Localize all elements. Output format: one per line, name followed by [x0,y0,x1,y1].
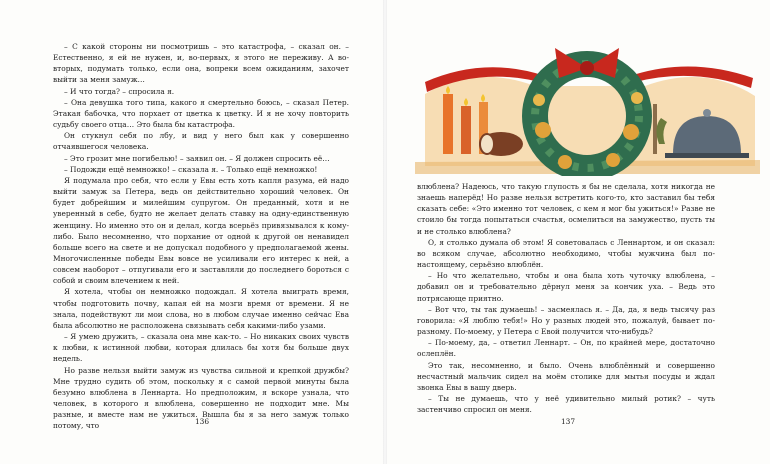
paragraph: влюблена? Надеюсь, что такую глупость я бы не сделала, хотя никогда не знаешь наперёд! Но разве нельзя встретить кого-то, кто заставил бы тебя сказать себе: «Это именно тот человек, с кем я мог бы ужиться!» Разве не стоило бы тогда попытаться счастья, осмелиться на замужество, пусть ты и не столько влюблена? [417,182,715,236]
paragraph: – По-моему, да, – ответил Леннарт. – Он, по крайней мере, достаточно ослеплён. [417,338,715,359]
ornament-icon [631,92,643,104]
paragraph: Но разве нельзя выйти замуж из чувства сильной и крепкой дружбы? Мне трудно судить об этом, поскольку я с самой первой минуты была безумно влюблена в Леннарта. Но предположим, я вскоре узнала, что человек, в которого я влюблена, совершенно не подходит мне. Мы разные, и вместе нам не ужиться. Вышла бы я за него замуж только потому, что [53,365,349,431]
ornament-icon [535,122,551,138]
paragraph: – Вот что, ты так думаешь! – засмеялась я. – Да, да, я ведь тысячу раз говорила: «Я люблю тебя!» Но у разных людей это, пожалуй, бывает по-разному. По-моему, у Петера с Евой получится что-нибудь? [417,304,715,337]
page-number-right: 137 [560,417,576,426]
ornament-icon [558,155,572,169]
right-page-text [417,181,715,415]
paragraph: Я хотела, чтобы он немножко подождал. Я хотела выиграть время, чтобы подготовить почву, капая ей на мозги время от времени. Я не знала, подействуют ли мои слова, но в любом случае именно сейчас Ева была абсолютно не расположена связывать себя какими-либо узами. [53,287,349,330]
ornament-icon [623,124,639,140]
paragraph: О, я столько думала об этом! Я советовалась с Леннартом, и он сказал: во всяком случае, абсолютно необходимо, чтобы мужчина был по-настоящему, серьёзно влюблён. [417,237,715,270]
ornament-icon [533,94,545,106]
ornament-icon [606,153,620,167]
paragraph: – И что тогда? – спросила я. [64,86,175,96]
paragraph: – Это грозит мне погибелью! – заявил он. – Я должен спросить её… [64,153,330,163]
christmas-wreath-illustration [415,34,760,176]
cloche-handle [703,109,711,117]
paragraph: Я подумала про себя, что если у Евы есть хоть капля разума, ей надо выйти замуж за Петера, ведь он действительно хороший человек. Он будет добрейшим и милейшим супругом. Он преданный, хотя и не уверенный в себе, будто не желает делать ставку на одну-единственную женщину. Но именно это он и делал, когда всерьёз привязывался к кому-либо. Было несомненно, что порхание от одной к другой он ненавидел больше всего на свете и не допускал подобного у предполагаемой жены. Многочисленные победы Евы вовсе не усиливали его интерес к ней, а совсем наоборот – отпугивали его и заставляли до последнего бороться с собой и своим влечением к ней. [53,175,349,286]
paragraph: – С какой стороны ни посмотришь – это катастрофа, – сказал он. – Естественно, я ей не нужен, и, во-первых, я этого не переживу. А во-вторых, подумать только, если она, вопреки всем ожиданиям, захочет выйти за меня замуж… [53,42,349,85]
candlestick-icon [653,104,657,154]
roll-cake-swirl [480,134,494,154]
serving-tray [665,153,749,158]
right-page [385,0,770,464]
left-page-text [53,41,349,431]
bow-knot [580,61,594,75]
paragraph: – Но что желательно, чтобы и она была хоть чуточку влюблена, – добавил он и требовательно дёрнул меня за кончик уха. – Ведь это потрясающе приятно. [417,271,715,303]
paragraph: Он стукнул себя по лбу, и вид у него был как у совершенно отчаявшегося человека. [53,131,349,152]
page-number-left: 136 [194,417,210,426]
paragraph: – Я умею дружить, – сказала она мне как-то. – Но никаких своих чувств к любви, к истинной любви, которая длилась бы хотя бы больше двух недель. [53,332,349,364]
paragraph: – Подожди ещё немножко! – сказала я. – Только ещё немножко! [64,164,318,174]
paragraph: – Ты не думаешь, что у неё удивительно милый ротик? – чуть застенчиво спросил он меня. [417,393,715,415]
candle-icon [443,94,453,154]
candle-icon [461,106,471,154]
paragraph: – Она девушка того типа, какого я смертельно боюсь, – сказал Петер. Этакая бабочка, что порхает от цветка к цветку. И я не хочу повторить судьбу своего отца… Это была бы катастрофа. [53,97,349,130]
paragraph: Это так, несомненно, и было. Очень влюблённый и совершенно несчастный мальчик сидел на моём столике для мытья посуды и ждал звонка Евы в вашу дверь. [417,360,715,392]
